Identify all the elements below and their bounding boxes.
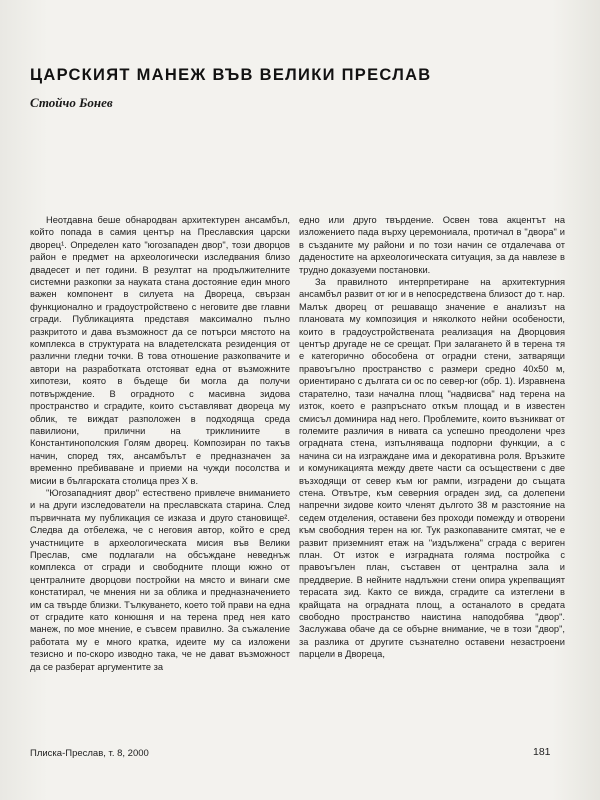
paragraph: За правилното интерпретиране на архитектурния ансамбъл развит от юг и в непосредствена близост до т. нар. Малък дворец от решаващо значение е анализът на плановата му композиция и няколкото нейни особености, които в градоустройствената реализация на Дворцовия център другаде не се срещат. При залагането й в терена тя е категорично обособена от оградни стени, затварящи правоъгълно пространство с размери средно 40х50 м, ориентирано с дългата си ос по север-юг (обр. 1). Изравнена старателно, тази начална площ "надвисва" над терена на изток, което е разпръснато откъм площад и в известен смисъл доминира над него. Проблемите, които възникват от големите различия в нивата са успешно преодолени чрез оградната стена, изпълняваща подпорни функции, а с начина си на изграждане има и декоративна роля. Връзките и комуникацията между двете части са осъществени с две възходящи от север към юг рампи, изградени до същата стена. Отвътре, към северния ограден зид, са долепени напречни зидове които членят дългото 38 м разстояние на седем отделения, оставени без проходи помежду и отворени към свободния терен на юг. Тук разкопаваните смятат, че е развит приземният етаж на "издължена" сграда с вериген план. От изток е изградната голяма постройка с правоъгълен план, съставен от централна зала и преддверие. В нейните надлъжни стени опира укрепващият терасата зид. Както се вижда, сградите са изтеглени в крайщата на оградната площ, а останалото в средата свободно пространство наистина наподобява "двор". Заслужава обаче да се обърне внимание, че в този "двор", за разлика от другите съзнателно оставени незастроени парцели в Двореца,	[299, 277, 565, 660]
paragraph: едно или друго твърдение. Освен това акцентът на изложението пада върху церемониала, протичал в "двора" и в създаните му райони и по този начин се отдалечава от даденостите на археологическата ситуация, за да навлезе в трудно доказуеми постановки.	[299, 215, 565, 275]
journal-citation: Плиска-Преслав, т. 8, 2000	[30, 748, 149, 759]
text-column-left	[30, 214, 290, 734]
page-number: 181	[533, 746, 551, 758]
paragraph: Неотдавна беше обнародван архитектурен ансамбъл, който попада в самия център на Преславския царски дворец¹. Определен като "югозападен двор", този дворцов район е предмет на археологически изследвания близо двадесет и пет години. В резултат на продължителните системни разкопки за науката стана достояние един много важен компонент в силуета на Двореца, свързан функционално и градоустройствено с неговите две главни сгради. Публикацията представя максимално пълно разкритото и дава възможност да се потърси мястото на комплекса в структурата на владетелската резиденция от различни гледни точки. В това отношение разкопвачите и автори на разработката отстояват една от възможните хипотези, която в бъдеще би могла да получи потвърждение. В оградното с масивна зидова пространство и сградите, които съставляват двореца му облик, те виждат разположен в подходяща среда павилиони, прилични на триклиниите в Константинополския Голям дворец. Композиран по такъв начин, според тях, ансамбълът е предназначен за временно пребиваване и приеми на чужди посолства и мисии в българската столица през X в.	[30, 215, 290, 486]
text-column-right	[299, 214, 565, 734]
article-title: ЦАРСКИЯТ МАНЕЖ ВЪВ ВЕЛИКИ ПРЕСЛАВ	[30, 66, 432, 84]
paragraph: "Югозападният двор" естествено привлече вниманието и на други изследователи на преславската старина. След първичната му публикация се изказа и друго становище². Следва да отбележа, че с неговия автор, който е сред участниците в археологическата мисия във Велики Преслав, сме подлагали на обсъждане неведнъж комплекса от сгради и свободните площи южно от централните дворцови постройки на място и винаги сме констатирал, че мнения ни за облика и предназначението им са твърде близки. Тълкуването, което той прави на една от сградите като конюшня и на терена пред нея като манеж, по мое мнение, е съвсем правилно. За съжаление работата му е много кратка, идеите му са изложени тезисно и по-скоро изводно така, че не дават възможност да се разберат аргументите за	[30, 487, 290, 672]
article-author: Стойчо Бонев	[30, 95, 113, 110]
